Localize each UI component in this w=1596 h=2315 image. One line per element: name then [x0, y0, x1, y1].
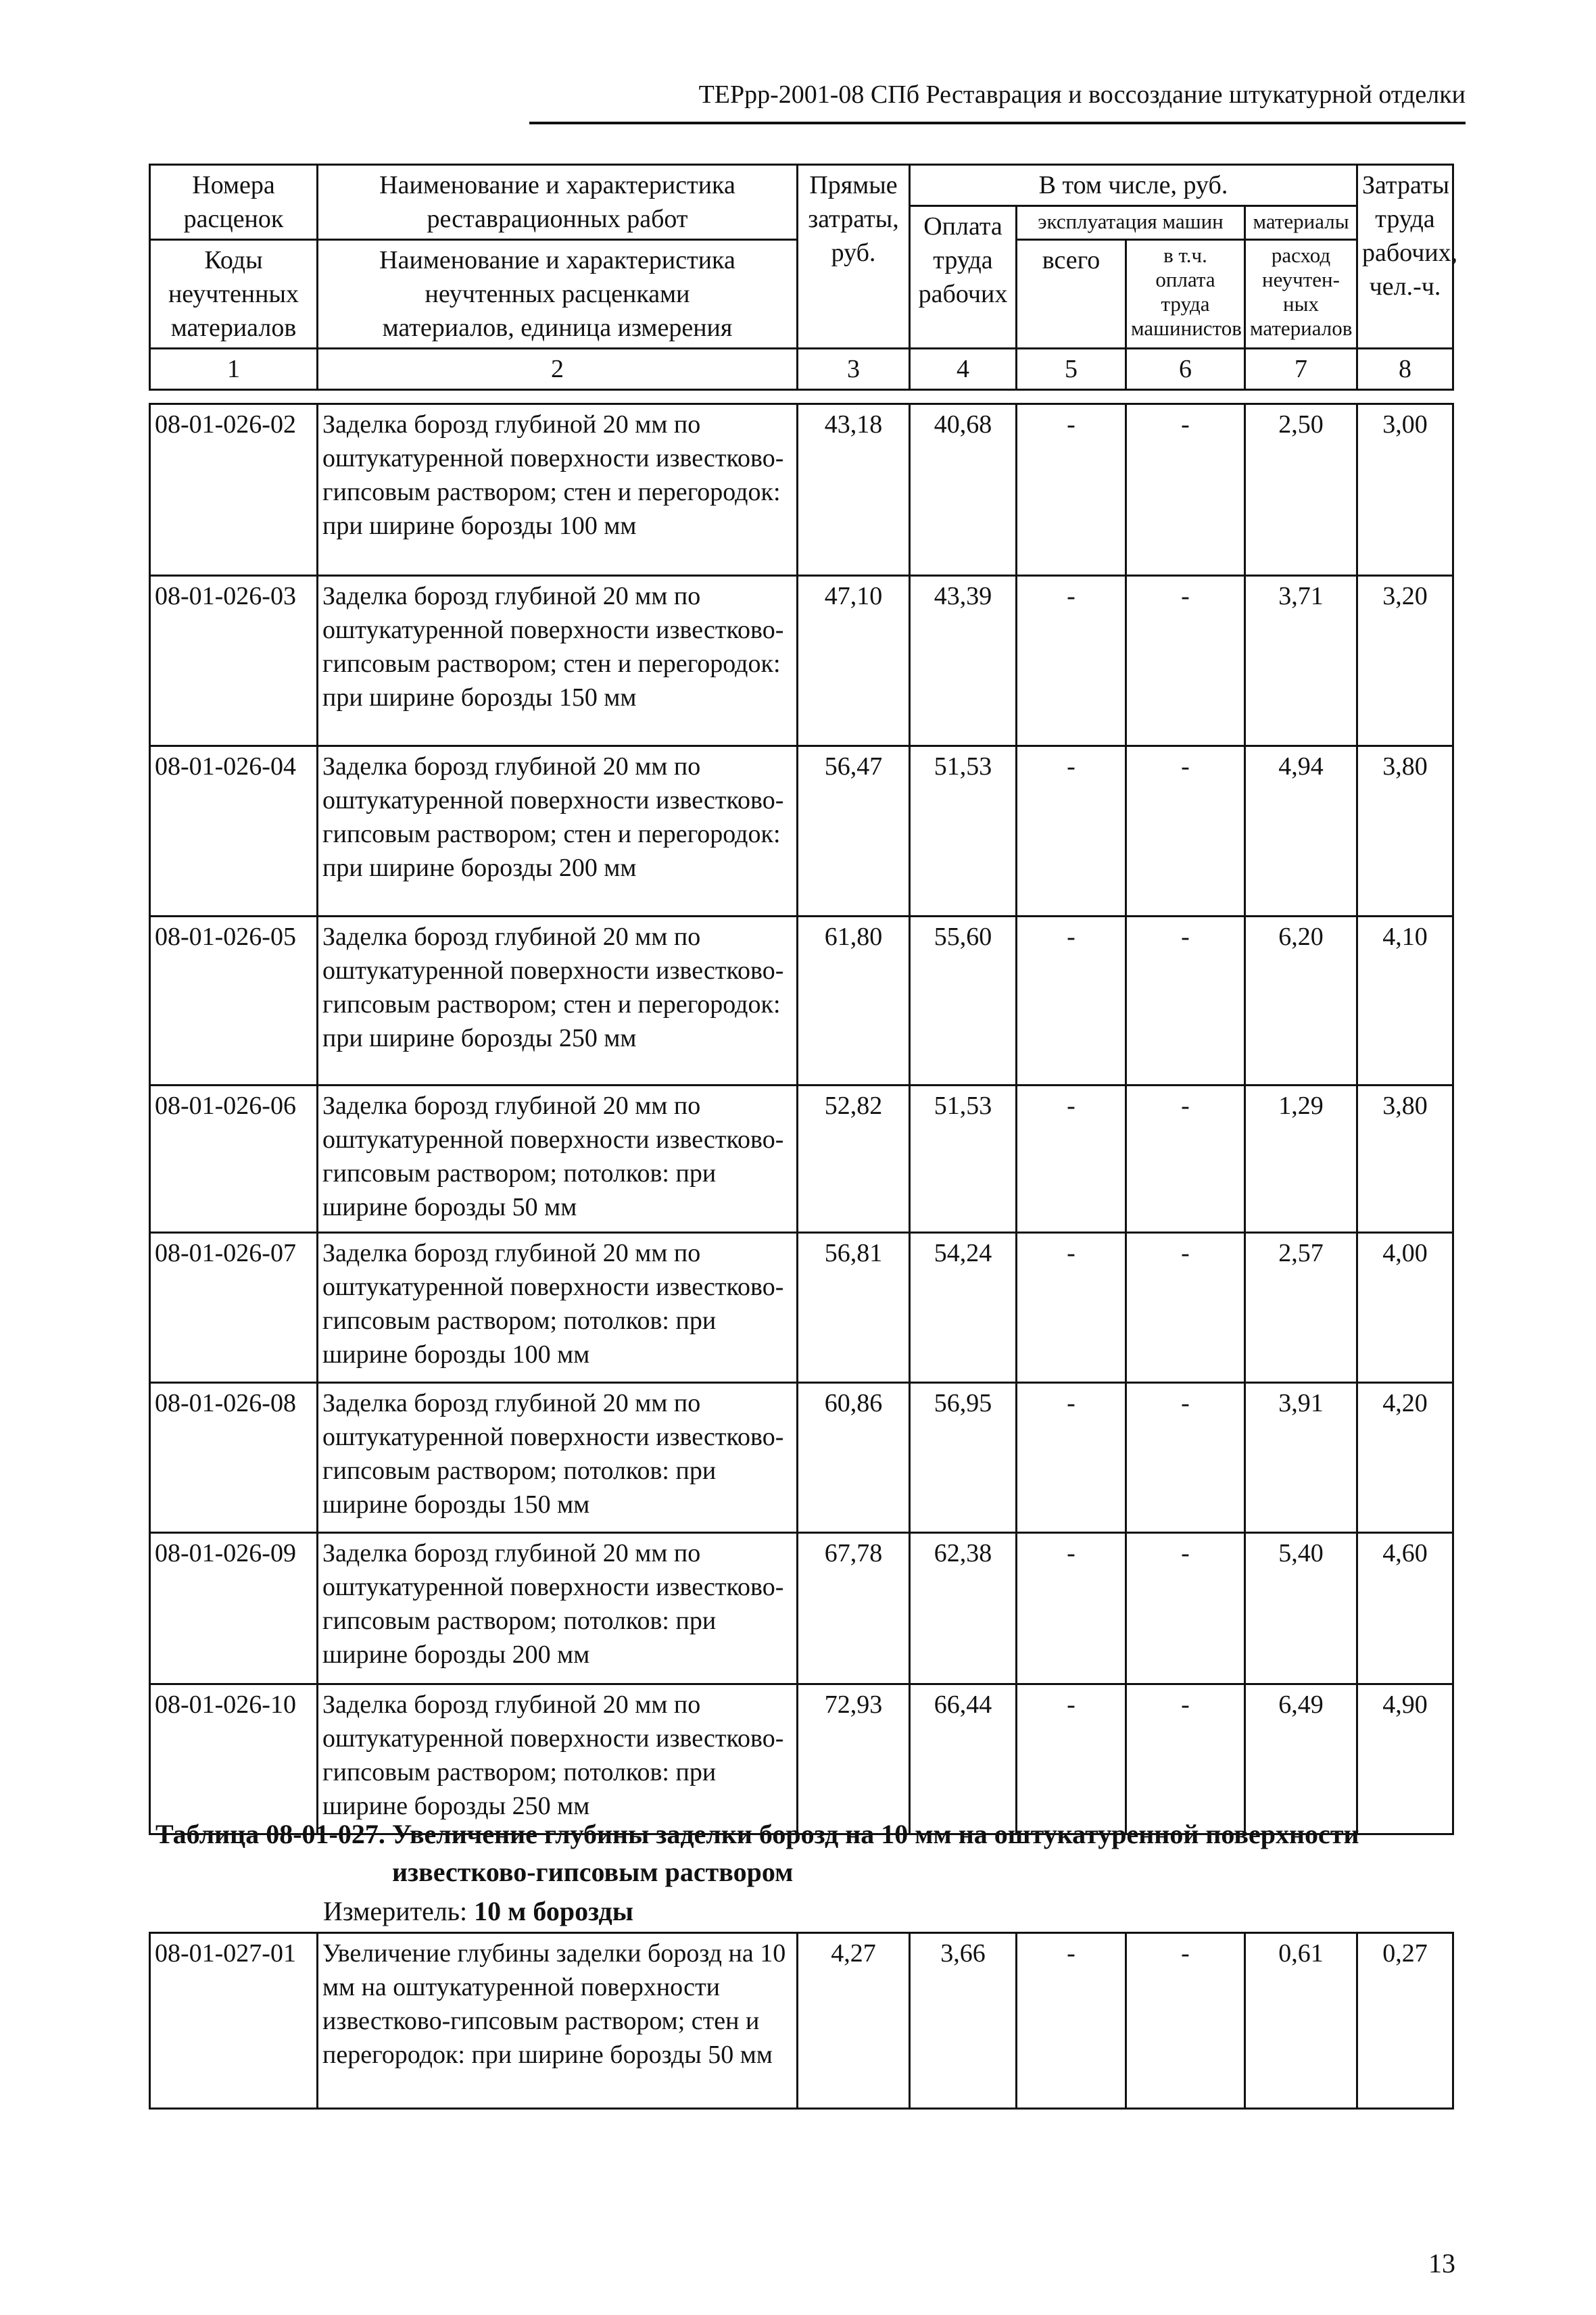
direct-cost: 47,10 [798, 576, 910, 746]
materials-cost: 4,94 [1245, 746, 1357, 917]
machinists-labor-cost: - [1126, 1533, 1245, 1684]
direct-cost: 4,27 [798, 1933, 910, 2109]
section-title: Таблица 08-01-027. Увеличение глубины заделки борозд на 10 мм на оштукатуренной поверхности [155, 1819, 1359, 1849]
col7-header: расход неучтен- ных материалов [1245, 240, 1357, 349]
machinists-labor-cost: - [1126, 1383, 1245, 1533]
labor-hours: 3,80 [1357, 746, 1453, 917]
measure-value: 10 м борозды [474, 1896, 633, 1926]
machinists-labor-cost: - [1126, 576, 1245, 746]
table-row [150, 1086, 1453, 1233]
rate-code: 08-01-026-10 [150, 1684, 318, 1834]
direct-cost: 52,82 [798, 1086, 910, 1233]
machines-cost: - [1017, 1684, 1126, 1834]
table-row [150, 917, 1453, 1086]
materials-cost: 2,57 [1245, 1233, 1357, 1383]
col2-top-header: Наименование и характеристика реставрационных работ [318, 165, 798, 240]
direct-cost: 56,47 [798, 746, 910, 917]
col2-bottom-header: Наименование и характеристика неучтенных расценками материалов, единица измерения [318, 240, 798, 349]
labor-cost: 56,95 [910, 1383, 1017, 1533]
work-description: Заделка борозд глубиной 20 мм по оштукатуренной поверхности известково-гипсовым раствором; стен и перегородок: при ширине борозды 100 мм [318, 404, 798, 576]
col-number-8: 8 [1357, 349, 1453, 390]
rates-table [149, 403, 1454, 1835]
machinists-labor-cost: - [1126, 1233, 1245, 1383]
work-description: Увеличение глубины заделки борозд на 10 мм на оштукатуренной поверхности известково-гипсовым раствором; стен и перегородок: при ширине борозды 50 мм [318, 1933, 798, 2109]
header-rule [529, 122, 1466, 124]
machines-cost: - [1017, 404, 1126, 576]
col1-bottom-header: Коды неучтенных материалов [150, 240, 318, 349]
labor-cost: 55,60 [910, 917, 1017, 1086]
machines-cost: - [1017, 746, 1126, 917]
machines-cost: - [1017, 917, 1126, 1086]
labor-cost: 66,44 [910, 1684, 1017, 1834]
labor-hours: 4,00 [1357, 1233, 1453, 1383]
machines-cost: - [1017, 1533, 1126, 1684]
labor-cost: 51,53 [910, 1086, 1017, 1233]
table-row [150, 576, 1453, 746]
labor-hours: 4,10 [1357, 917, 1453, 1086]
direct-cost: 67,78 [798, 1533, 910, 1684]
labor-hours: 4,60 [1357, 1533, 1453, 1684]
machinists-labor-cost: - [1126, 1933, 1245, 2109]
materials-cost: 6,49 [1245, 1684, 1357, 1834]
document-header-title: ТЕРрр-2001-08 СПб Реставрация и воссоздание штукатурной отделки [698, 80, 1466, 109]
table-row [150, 1933, 1453, 2109]
direct-cost: 56,81 [798, 1233, 910, 1383]
col-number-5: 5 [1017, 349, 1126, 390]
measure-label: Измеритель: [323, 1896, 468, 1926]
labor-cost: 62,38 [910, 1533, 1017, 1684]
materials-cost: 6,20 [1245, 917, 1357, 1086]
work-description: Заделка борозд глубиной 20 мм по оштукатуренной поверхности известково-гипсовым раствором; стен и перегородок: при ширине борозды 200 мм [318, 746, 798, 917]
measure-line [323, 1895, 633, 1927]
table-row [150, 1383, 1453, 1533]
materials-cost: 0,61 [1245, 1933, 1357, 2109]
rate-code: 08-01-026-07 [150, 1233, 318, 1383]
machinists-labor-cost: - [1126, 917, 1245, 1086]
labor-cost: 40,68 [910, 404, 1017, 576]
work-description: Заделка борозд глубиной 20 мм по оштукатуренной поверхности известково-гипсовым раствором; стен и перегородок: при ширине борозды 150 мм [318, 576, 798, 746]
column-header-table [149, 164, 1458, 391]
direct-cost: 60,86 [798, 1383, 910, 1533]
col-number-1: 1 [150, 349, 318, 390]
labor-hours: 4,20 [1357, 1383, 1453, 1533]
rate-code: 08-01-026-02 [150, 404, 318, 576]
rate-code: 08-01-027-01 [150, 1933, 318, 2109]
work-description: Заделка борозд глубиной 20 мм по оштукатуренной поверхности известково-гипсовым раствором; потолков: при ширине борозды 100 мм [318, 1233, 798, 1383]
machines-cost: - [1017, 1086, 1126, 1233]
direct-cost: 43,18 [798, 404, 910, 576]
table-row [150, 404, 1453, 576]
work-description: Заделка борозд глубиной 20 мм по оштукатуренной поверхности известково-гипсовым раствором; потолков: при ширине борозды 200 мм [318, 1533, 798, 1684]
materials-cost: 3,91 [1245, 1383, 1357, 1533]
machines-cost: - [1017, 1383, 1126, 1533]
col5-header: всего [1017, 240, 1126, 349]
work-description: Заделка борозд глубиной 20 мм по оштукатуренной поверхности известково-гипсовым раствором; стен и перегородок: при ширине борозды 250 мм [318, 917, 798, 1086]
rate-code: 08-01-026-03 [150, 576, 318, 746]
col-number-3: 3 [798, 349, 910, 390]
direct-cost: 61,80 [798, 917, 910, 1086]
labor-cost: 3,66 [910, 1933, 1017, 2109]
rate-code: 08-01-026-04 [150, 746, 318, 917]
machines-header: эксплуатация машин [1017, 206, 1245, 240]
rate-code: 08-01-026-05 [150, 917, 318, 1086]
section-title-continued: известково-гипсовым раствором [392, 1857, 794, 1887]
materials-cost: 3,71 [1245, 576, 1357, 746]
work-description: Заделка борозд глубиной 20 мм по оштукатуренной поверхности известково-гипсовым раствором; потолков: при ширине борозды 250 мм [318, 1684, 798, 1834]
rate-code: 08-01-026-09 [150, 1533, 318, 1684]
rate-code: 08-01-026-06 [150, 1086, 318, 1233]
rates-table-2 [149, 1932, 1454, 2110]
col8-header: Затраты труда рабочих, чел.-ч. [1357, 165, 1453, 349]
col3-header: Прямые затраты, руб. [798, 165, 910, 349]
labor-hours: 3,20 [1357, 576, 1453, 746]
labor-cost: 43,39 [910, 576, 1017, 746]
col4-header: Оплата труда рабочих [910, 206, 1017, 349]
col1-top-header: Номера расценок [150, 165, 318, 240]
labor-cost: 51,53 [910, 746, 1017, 917]
col-number-2: 2 [318, 349, 798, 390]
labor-cost: 54,24 [910, 1233, 1017, 1383]
work-description: Заделка борозд глубиной 20 мм по оштукатуренной поверхности известково-гипсовым раствором; потолков: при ширине борозды 50 мм [318, 1086, 798, 1233]
col6-header: в т.ч. оплата труда машинистов [1126, 240, 1245, 349]
materials-cost: 2,50 [1245, 404, 1357, 576]
machinists-labor-cost: - [1126, 1086, 1245, 1233]
machinists-labor-cost: - [1126, 746, 1245, 917]
col-number-7: 7 [1245, 349, 1357, 390]
direct-cost: 72,93 [798, 1684, 910, 1834]
table-row [150, 1233, 1453, 1383]
col-number-4: 4 [910, 349, 1017, 390]
machinists-labor-cost: - [1126, 1684, 1245, 1834]
group-header: В том числе, руб. [910, 165, 1357, 206]
table-row [150, 1684, 1453, 1834]
labor-hours: 4,90 [1357, 1684, 1453, 1834]
table-row [150, 1533, 1453, 1684]
labor-hours: 3,80 [1357, 1086, 1453, 1233]
labor-hours: 0,27 [1357, 1933, 1453, 2109]
materials-cost: 5,40 [1245, 1533, 1357, 1684]
machines-cost: - [1017, 1233, 1126, 1383]
machinists-labor-cost: - [1126, 404, 1245, 576]
rate-code: 08-01-026-08 [150, 1383, 318, 1533]
machines-cost: - [1017, 576, 1126, 746]
page-number: 13 [1428, 2248, 1455, 2279]
machines-cost: - [1017, 1933, 1126, 2109]
table-row [150, 746, 1453, 917]
materials-header: материалы [1245, 206, 1357, 240]
work-description: Заделка борозд глубиной 20 мм по оштукатуренной поверхности известково-гипсовым раствором; потолков: при ширине борозды 150 мм [318, 1383, 798, 1533]
col-number-6: 6 [1126, 349, 1245, 390]
materials-cost: 1,29 [1245, 1086, 1357, 1233]
labor-hours: 3,00 [1357, 404, 1453, 576]
